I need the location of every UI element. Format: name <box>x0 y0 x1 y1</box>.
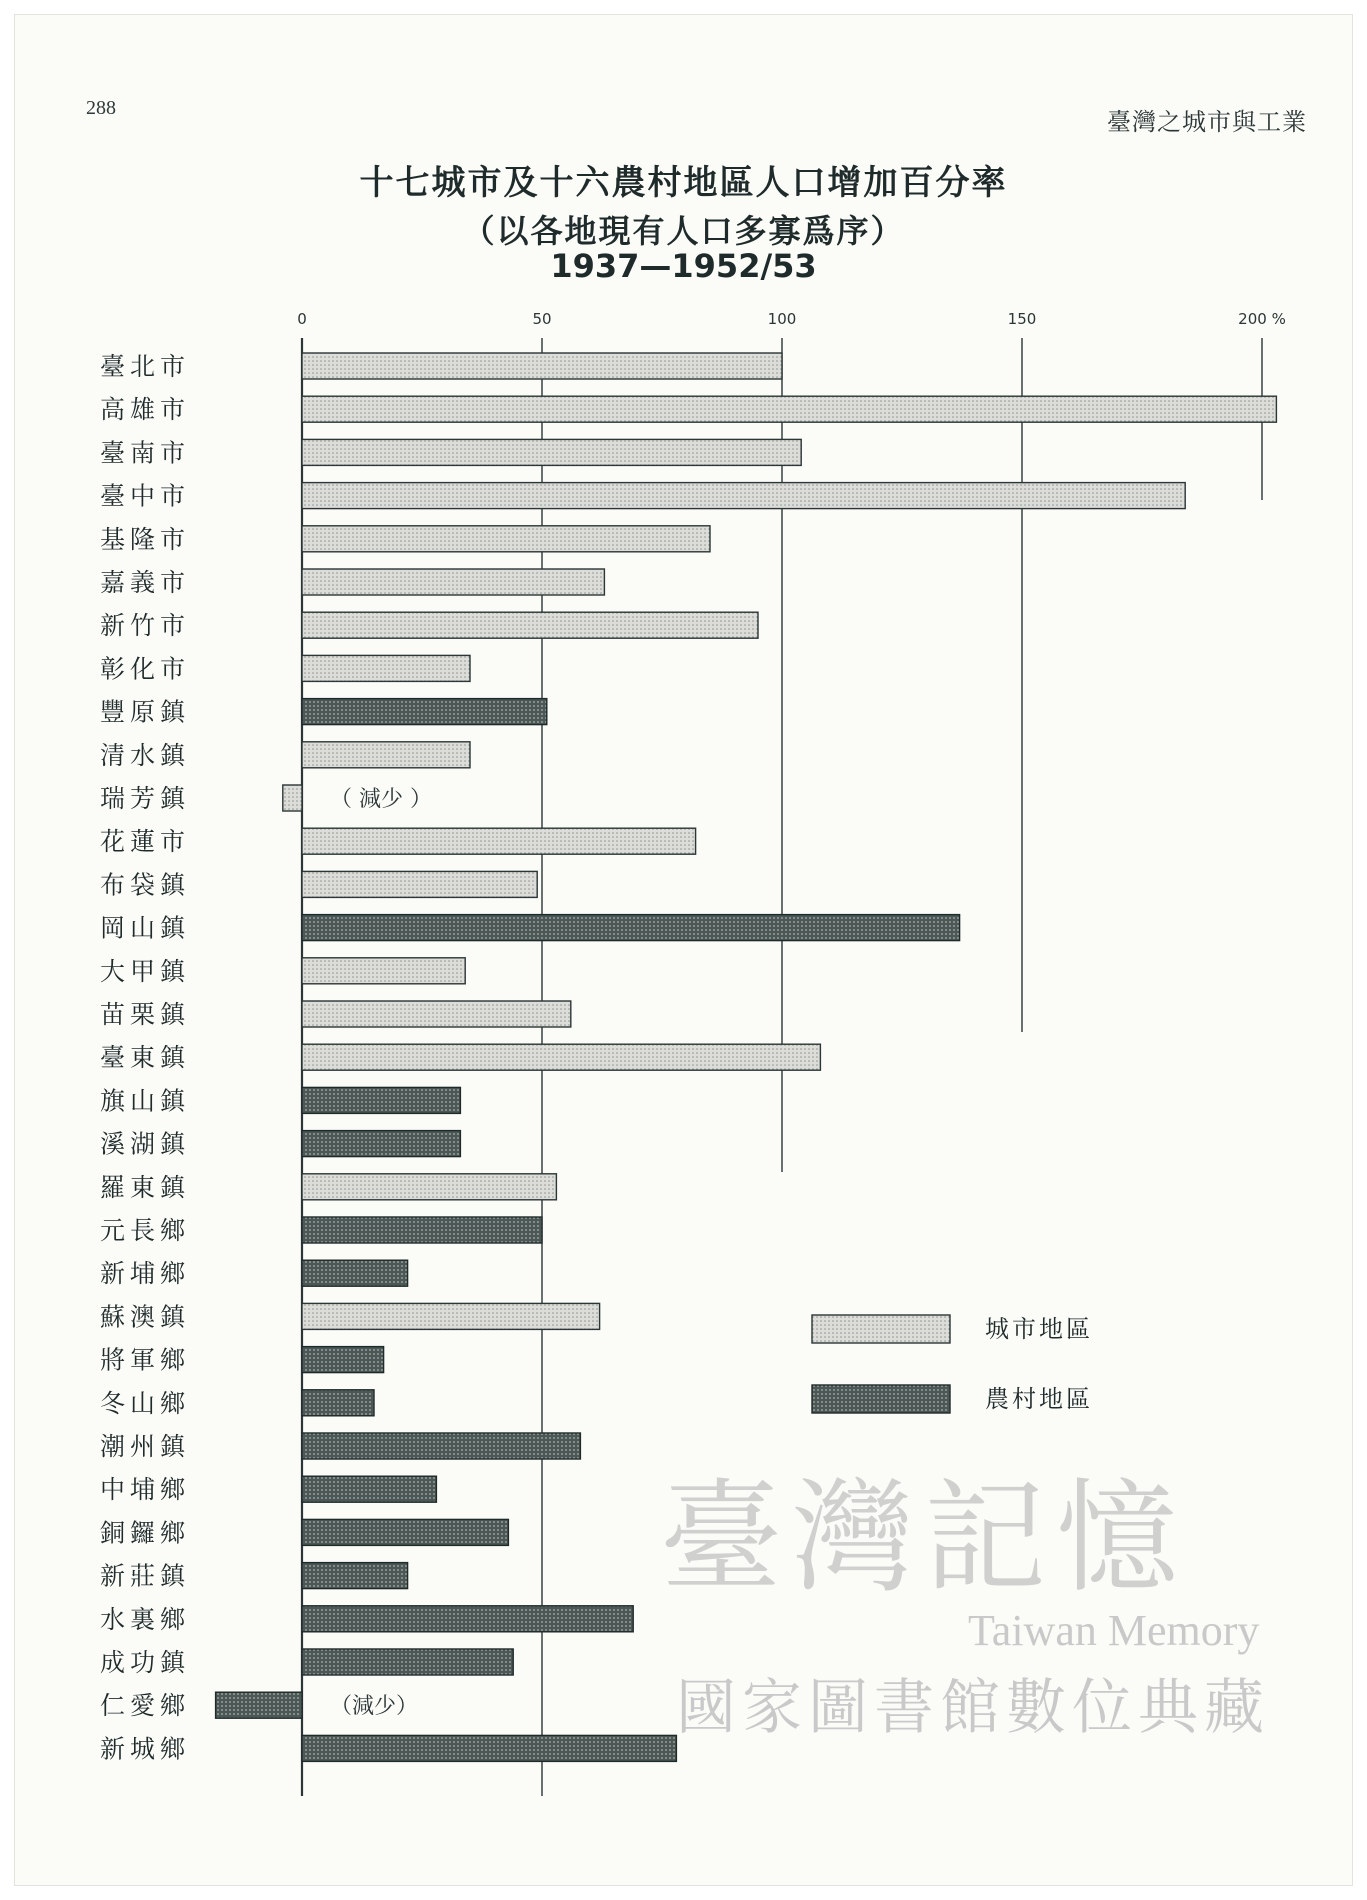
x-tick-label: 0 <box>297 310 307 328</box>
category-label: 蘇澳鎮 <box>100 1302 191 1332</box>
rural-bar-9 <box>302 699 547 725</box>
category-label: 嘉義市 <box>100 568 191 597</box>
urban-bar-17 <box>302 1044 820 1070</box>
x-tick-label: 150 <box>1007 310 1037 328</box>
rural-bar-21 <box>302 1217 542 1243</box>
urban-bar-15 <box>302 958 465 984</box>
page-number: 288 <box>86 97 116 119</box>
urban-bar-5 <box>302 526 710 552</box>
category-label: 新莊鎮 <box>100 1561 191 1591</box>
rural-bar-18 <box>302 1087 460 1113</box>
x-tick-label: 100 <box>767 310 797 328</box>
chart-title: 十七城市及十六農村地區人口增加百分率 <box>359 163 1008 203</box>
rural-bar-14 <box>302 915 960 941</box>
rural-bar-29 <box>302 1563 408 1589</box>
category-label: 豐原鎮 <box>100 697 191 727</box>
category-label: 將軍鄉 <box>100 1345 191 1375</box>
rural-bar-19 <box>302 1131 460 1157</box>
urban-bar-20 <box>302 1174 556 1200</box>
category-label: 潮州鎮 <box>100 1432 191 1461</box>
urban-bar-16 <box>302 1001 571 1027</box>
category-label: 仁愛鄉 <box>100 1691 191 1721</box>
category-label: 成功鎮 <box>100 1648 191 1677</box>
category-label: 臺南市 <box>100 438 191 468</box>
category-label: 旗山鎮 <box>100 1086 191 1116</box>
category-labels <box>100 352 190 1763</box>
category-label: 岡山鎮 <box>100 913 191 943</box>
category-label: 臺中市 <box>100 481 191 511</box>
category-label: 冬山鄉 <box>100 1388 191 1418</box>
rural-bar-24 <box>302 1347 384 1373</box>
urban-bar-11 <box>283 785 302 811</box>
legend-label-rural: 農村地區 <box>985 1385 1093 1413</box>
rural-bar-25 <box>302 1390 374 1416</box>
rural-bar-28 <box>302 1519 508 1545</box>
rural-bar-32 <box>216 1692 302 1718</box>
rural-bar-26 <box>302 1433 580 1459</box>
x-tick-label: 50 <box>532 310 552 328</box>
decrease-annotation: （ 減少 ） <box>330 787 432 812</box>
category-label: 基隆市 <box>100 524 191 554</box>
urban-bar-3 <box>302 439 801 465</box>
category-label: 臺東鎮 <box>100 1043 191 1073</box>
rural-bar-31 <box>302 1649 513 1675</box>
category-label: 高雄市 <box>100 395 191 425</box>
urban-bar-2 <box>302 396 1276 422</box>
category-label: 臺北市 <box>100 352 191 381</box>
x-axis <box>297 310 1286 328</box>
urban-bar-4 <box>302 483 1185 509</box>
urban-bar-12 <box>302 828 696 854</box>
category-label: 大甲鎮 <box>100 956 191 986</box>
decrease-annotation: （減少） <box>330 1694 419 1720</box>
watermark-english: Taiwan Memory <box>968 1606 1260 1655</box>
category-label: 溪湖鎮 <box>100 1129 191 1159</box>
category-label: 新城鄉 <box>100 1734 191 1764</box>
rural-bar-22 <box>302 1260 408 1286</box>
legend-label-urban: 城市地區 <box>985 1315 1093 1343</box>
chart-subtitle: （以各地現有人口多寡爲序） <box>462 212 905 250</box>
watermark-library: 國家圖書館數位典藏 <box>676 1673 1270 1743</box>
bars <box>216 353 1277 1761</box>
legend <box>812 1315 1093 1413</box>
category-label: 水裏鄉 <box>100 1604 191 1634</box>
urban-bar-23 <box>302 1303 600 1329</box>
chart-period: 1937—1952/53 <box>550 247 817 285</box>
urban-bar-10 <box>302 742 470 768</box>
rural-bar-33 <box>302 1735 676 1761</box>
watermark-calligraphy: 臺灣記憶 <box>660 1467 1188 1609</box>
category-label: 彰化市 <box>100 654 191 684</box>
category-label: 銅鑼鄉 <box>100 1518 191 1548</box>
category-label: 布袋鎮 <box>100 870 191 900</box>
category-label: 新埔鄉 <box>100 1259 191 1289</box>
category-label: 新竹市 <box>100 611 191 641</box>
x-tick-label: 200 % <box>1238 310 1286 328</box>
running-head: 臺灣之城市與工業 <box>1107 108 1307 136</box>
category-label: 瑞芳鎮 <box>100 784 191 813</box>
legend-swatch-urban <box>812 1315 950 1343</box>
urban-bar-1 <box>302 353 782 379</box>
category-label: 中埔鄉 <box>100 1475 191 1505</box>
category-label: 羅東鎮 <box>100 1172 191 1202</box>
urban-bar-6 <box>302 569 604 595</box>
urban-bar-13 <box>302 871 537 897</box>
category-label: 清水鎮 <box>100 740 191 770</box>
urban-bar-8 <box>302 655 470 681</box>
urban-bar-7 <box>302 612 758 638</box>
category-label: 元長鄉 <box>100 1216 191 1245</box>
rural-bar-30 <box>302 1606 633 1632</box>
category-label: 苗栗鎮 <box>100 1000 191 1029</box>
category-label: 花蓮市 <box>100 827 191 857</box>
legend-swatch-rural <box>812 1385 950 1413</box>
rural-bar-27 <box>302 1476 436 1502</box>
